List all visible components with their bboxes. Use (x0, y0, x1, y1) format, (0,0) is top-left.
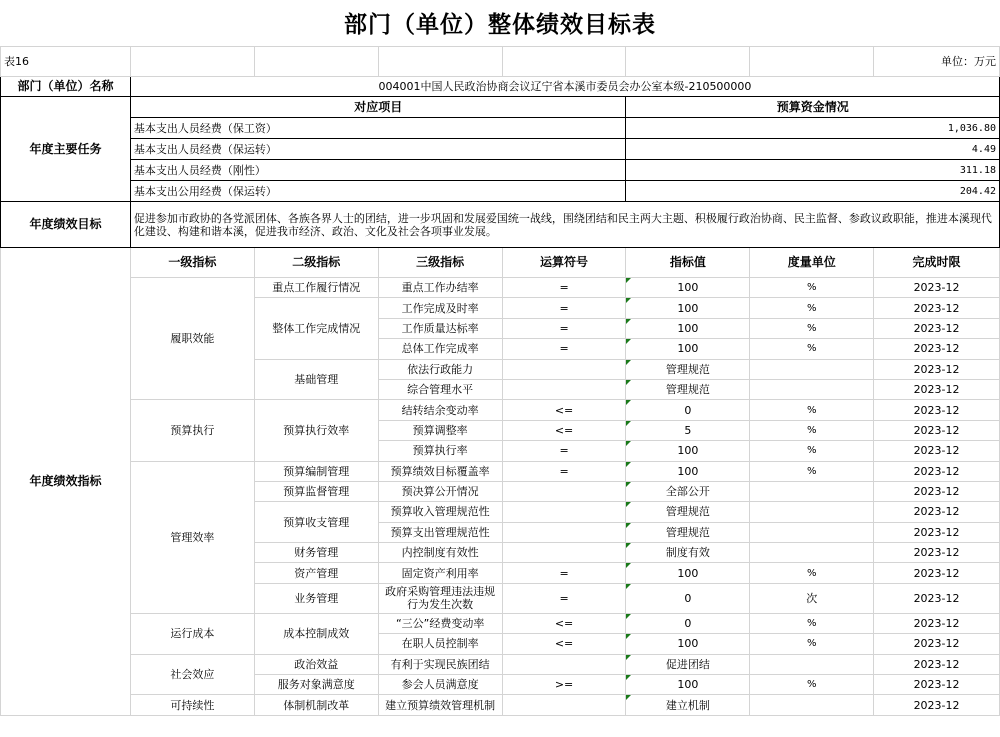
measure-unit (750, 695, 874, 715)
level2-indicator: 成本控制成效 (254, 613, 378, 654)
deadline: 2023-12 (874, 278, 1000, 298)
operator (502, 502, 626, 522)
deadline: 2023-12 (874, 563, 1000, 583)
operator: <= (502, 613, 626, 633)
level3-indicator: 总体工作完成率 (378, 339, 502, 359)
level2-indicator: 重点工作履行情况 (254, 278, 378, 298)
level1-indicator: 预算执行 (130, 400, 254, 461)
operator: >= (502, 675, 626, 695)
operator (502, 481, 626, 501)
goal-label: 年度绩效目标 (1, 202, 131, 248)
deadline: 2023-12 (874, 420, 1000, 440)
level2-indicator: 政治效益 (254, 654, 378, 674)
level3-indicator: “三公”经费变动率 (378, 613, 502, 633)
level2-indicator: 基础管理 (254, 359, 378, 400)
indicator-header: 二级指标 (254, 248, 378, 278)
level2-indicator: 业务管理 (254, 583, 378, 613)
level3-indicator: 在职人员控制率 (378, 634, 502, 654)
indicator-value: 制度有效 (626, 543, 750, 563)
col-item-header: 对应项目 (130, 97, 626, 118)
level2-indicator: 预算监督管理 (254, 481, 378, 501)
operator (502, 654, 626, 674)
task-amount: 204.42 (626, 181, 1000, 202)
level1-indicator: 运行成本 (130, 613, 254, 654)
level2-indicator: 财务管理 (254, 543, 378, 563)
operator: = (502, 563, 626, 583)
level3-indicator: 预算收入管理规范性 (378, 502, 502, 522)
indicator-value: 100 (626, 298, 750, 318)
indicator-value: 100 (626, 675, 750, 695)
measure-unit (750, 502, 874, 522)
dept-label: 部门（单位）名称 (1, 77, 131, 97)
task-amount: 1,036.80 (626, 118, 1000, 139)
deadline: 2023-12 (874, 543, 1000, 563)
operator: = (502, 461, 626, 481)
operator: = (502, 298, 626, 318)
operator (502, 359, 626, 379)
operator: = (502, 318, 626, 338)
measure-unit: % (750, 400, 874, 420)
level3-indicator: 内控制度有效性 (378, 543, 502, 563)
indicator-value: 5 (626, 420, 750, 440)
unit-label: 单位：万元 (874, 47, 1000, 77)
level3-indicator: 预算支出管理规范性 (378, 522, 502, 542)
level3-indicator: 政府采购管理违法违规行为发生次数 (378, 583, 502, 613)
indicator-value: 全部公开 (626, 481, 750, 501)
operator: = (502, 441, 626, 461)
dept-name: 004001中国人民政治协商会议辽宁省本溪市委员会办公室本级-210500000 (130, 77, 999, 97)
indicator-header: 三级指标 (378, 248, 502, 278)
level1-indicator: 履职效能 (130, 278, 254, 400)
measure-unit (750, 481, 874, 501)
measure-unit: % (750, 339, 874, 359)
table-row (1, 77, 1000, 97)
empty-cell (378, 47, 502, 77)
level2-indicator: 预算收支管理 (254, 502, 378, 543)
indicator-value: 管理规范 (626, 502, 750, 522)
indicator-value: 0 (626, 583, 750, 613)
measure-unit: % (750, 318, 874, 338)
indicator-header: 一级指标 (130, 248, 254, 278)
operator (502, 543, 626, 563)
indicator-value: 100 (626, 278, 750, 298)
deadline: 2023-12 (874, 359, 1000, 379)
indicator-value: 管理规范 (626, 379, 750, 399)
operator: <= (502, 400, 626, 420)
deadline: 2023-12 (874, 298, 1000, 318)
deadline: 2023-12 (874, 461, 1000, 481)
operator: = (502, 278, 626, 298)
indicator-value: 管理规范 (626, 359, 750, 379)
level2-indicator: 体制机制改革 (254, 695, 378, 715)
table-row (1, 160, 1000, 181)
deadline: 2023-12 (874, 481, 1000, 501)
table-row (1, 654, 1000, 674)
task-item: 基本支出人员经费（刚性） (130, 160, 626, 181)
indicator-value: 0 (626, 400, 750, 420)
deadline: 2023-12 (874, 339, 1000, 359)
measure-unit: % (750, 613, 874, 633)
measure-unit (750, 359, 874, 379)
level3-indicator: 建立预算绩效管理机制 (378, 695, 502, 715)
level3-indicator: 有利于实现民族团结 (378, 654, 502, 674)
level2-indicator: 预算编制管理 (254, 461, 378, 481)
operator: = (502, 583, 626, 613)
task-amount: 4.49 (626, 139, 1000, 160)
measure-unit: % (750, 461, 874, 481)
level2-indicator: 整体工作完成情况 (254, 298, 378, 359)
table-row (1, 47, 1000, 77)
operator: = (502, 339, 626, 359)
level3-indicator: 预算执行率 (378, 441, 502, 461)
task-item: 基本支出公用经费（保运转） (130, 181, 626, 202)
level2-indicator: 服务对象满意度 (254, 675, 378, 695)
operator (502, 379, 626, 399)
deadline: 2023-12 (874, 695, 1000, 715)
indicator-value: 建立机制 (626, 695, 750, 715)
performance-table (0, 46, 1000, 716)
empty-cell (254, 47, 378, 77)
indicator-value: 100 (626, 339, 750, 359)
indicators-label: 年度绩效指标 (1, 248, 131, 716)
table-row (1, 97, 1000, 118)
measure-unit: % (750, 563, 874, 583)
level3-indicator: 重点工作办结率 (378, 278, 502, 298)
empty-cell (626, 47, 750, 77)
col-budget-header: 预算资金情况 (626, 97, 1000, 118)
deadline: 2023-12 (874, 634, 1000, 654)
measure-unit (750, 379, 874, 399)
measure-unit: % (750, 420, 874, 440)
deadline: 2023-12 (874, 654, 1000, 674)
task-item: 基本支出人员经费（保工资） (130, 118, 626, 139)
measure-unit: % (750, 675, 874, 695)
deadline: 2023-12 (874, 583, 1000, 613)
indicator-value: 100 (626, 563, 750, 583)
deadline: 2023-12 (874, 522, 1000, 542)
table-row (1, 461, 1000, 481)
level3-indicator: 综合管理水平 (378, 379, 502, 399)
deadline: 2023-12 (874, 318, 1000, 338)
indicator-value: 100 (626, 441, 750, 461)
measure-unit: % (750, 441, 874, 461)
task-amount: 311.18 (626, 160, 1000, 181)
table-row (1, 400, 1000, 420)
indicator-value: 管理规范 (626, 522, 750, 542)
goal-text: 促进参加市政协的各党派团体、各族各界人士的团结，进一步巩固和发展爱国统一战线，围绕团结和民主两大主题、积极履行政治协商、民主监督、参政议政职能，推进本溪现代化建设、构建和谐本溪，促进我市经济、政治、文化及社会各项事业发展。 (130, 202, 999, 248)
deadline: 2023-12 (874, 613, 1000, 633)
indicator-header: 度量单位 (750, 248, 874, 278)
indicator-value: 100 (626, 461, 750, 481)
level3-indicator: 工作完成及时率 (378, 298, 502, 318)
level3-indicator: 预算调整率 (378, 420, 502, 440)
level3-indicator: 工作质量达标率 (378, 318, 502, 338)
measure-unit: % (750, 298, 874, 318)
level3-indicator: 固定资产利用率 (378, 563, 502, 583)
measure-unit: 次 (750, 583, 874, 613)
measure-unit: % (750, 634, 874, 654)
deadline: 2023-12 (874, 675, 1000, 695)
level3-indicator: 结转结余变动率 (378, 400, 502, 420)
operator (502, 522, 626, 542)
indicator-value: 0 (626, 613, 750, 633)
indicator-value: 促进团结 (626, 654, 750, 674)
level2-indicator: 预算执行效率 (254, 400, 378, 461)
level3-indicator: 预算绩效目标覆盖率 (378, 461, 502, 481)
table-row (1, 118, 1000, 139)
level3-indicator: 参会人员满意度 (378, 675, 502, 695)
table-row (1, 278, 1000, 298)
level3-indicator: 依法行政能力 (378, 359, 502, 379)
empty-cell (750, 47, 874, 77)
indicator-header: 运算符号 (502, 248, 626, 278)
table-row (1, 248, 1000, 278)
operator: <= (502, 634, 626, 654)
table-row (1, 613, 1000, 633)
indicator-header: 完成时限 (874, 248, 1000, 278)
tasks-label: 年度主要任务 (1, 97, 131, 202)
measure-unit: % (750, 278, 874, 298)
table-row (1, 181, 1000, 202)
operator: <= (502, 420, 626, 440)
empty-cell (130, 47, 254, 77)
table-row (1, 139, 1000, 160)
measure-unit (750, 543, 874, 563)
level1-indicator: 可持续性 (130, 695, 254, 715)
measure-unit (750, 654, 874, 674)
level1-indicator: 管理效率 (130, 461, 254, 613)
indicator-header: 指标值 (626, 248, 750, 278)
page-title: 部门（单位）整体绩效目标表 (344, 12, 656, 38)
table-number: 表16 (1, 47, 131, 77)
empty-cell (502, 47, 626, 77)
measure-unit (750, 522, 874, 542)
deadline: 2023-12 (874, 379, 1000, 399)
table-row (1, 202, 1000, 248)
deadline: 2023-12 (874, 502, 1000, 522)
indicator-value: 100 (626, 318, 750, 338)
level1-indicator: 社会效应 (130, 654, 254, 695)
level3-indicator: 预决算公开情况 (378, 481, 502, 501)
task-item: 基本支出人员经费（保运转） (130, 139, 626, 160)
deadline: 2023-12 (874, 400, 1000, 420)
indicator-value: 100 (626, 634, 750, 654)
deadline: 2023-12 (874, 441, 1000, 461)
table-row (1, 695, 1000, 715)
operator (502, 695, 626, 715)
level2-indicator: 资产管理 (254, 563, 378, 583)
